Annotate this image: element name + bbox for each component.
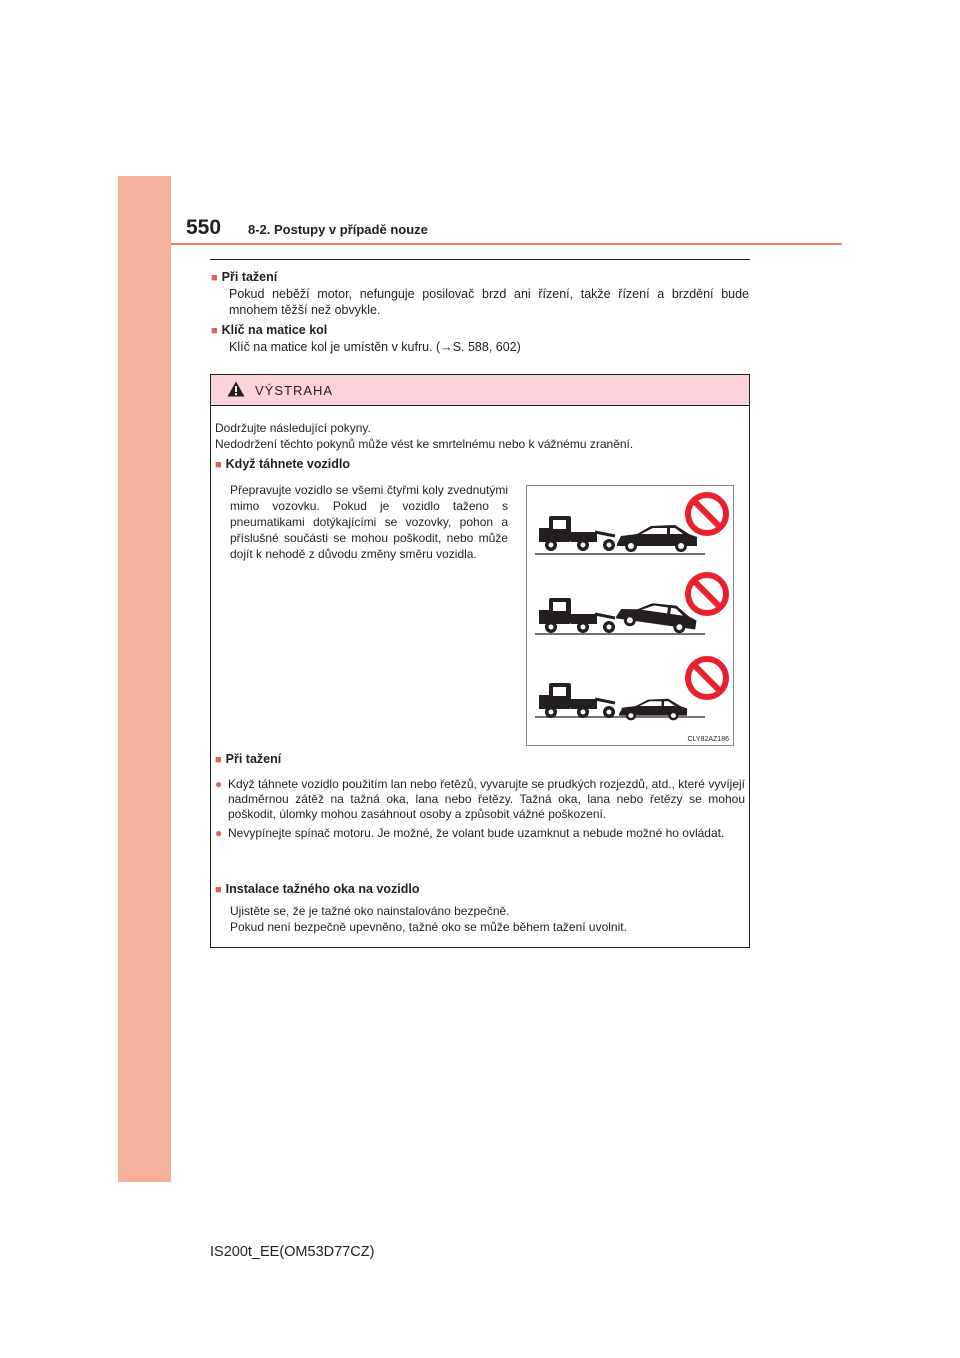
model-code: IS200t_EE(OM53D77CZ) <box>210 1244 375 1260</box>
warning-triangle-icon <box>227 381 245 397</box>
towing-illustration <box>526 485 734 746</box>
prohibition-sign-icon <box>688 575 726 613</box>
section-heading: ■ Klíč na matice kol <box>211 323 328 337</box>
towing-diagram <box>527 486 733 745</box>
towing-heading: ■ Když táhnete vozidlo <box>215 457 350 471</box>
header-rule <box>171 243 842 245</box>
during-towing-list <box>215 773 745 841</box>
list-item: ● Když táhnete vozidlo použitím lan nebo řetězů, vyvarujte se prudkých rozjezdů, atd., které vyvíjejí nadměrnou zátěž na tažná oka, lana nebo řetězy. Tažná oka, lana nebo řetězy se mohou poškodit, úlomky mohou zasáhnout osoby a způsobit vážné poškození. <box>215 777 745 821</box>
section-body: Pokud neběží motor, nefunguje posilovač brzd ani řízení, takže řízení a brzdění bude mnohem těžší než obvykle. <box>229 287 749 317</box>
during-towing-heading: ■ Při tažení <box>215 752 282 766</box>
warning-box <box>210 374 750 948</box>
content-rule <box>210 259 750 260</box>
section-heading: ■ Při tažení <box>211 270 278 284</box>
info-sections <box>211 269 749 355</box>
figure-code: CLY82AZ186 <box>687 736 729 743</box>
round-bullet-icon: ● <box>215 826 223 840</box>
list-item: ● Nevypínejte spínač motoru. Je možné, že volant bude uzamknut a nebude možné ho ovládat. <box>215 826 725 840</box>
prohibition-sign-icon <box>688 495 726 533</box>
square-bullet-icon: ■ <box>215 459 222 471</box>
warning-intro: Dodržujte následující pokyny. Nedodržení těchto pokynů může vést ke smrtelnému nebo k vážnému zranění. <box>215 421 634 451</box>
warning-header <box>211 375 749 406</box>
install-text: Ujistěte se, že je tažné oko nainstalováno bezpečně. Pokud není bezpečně upevněno, tažné oko se může během tažení uvolnit. <box>230 904 627 934</box>
chapter-sidebar-tab <box>118 176 171 1182</box>
warning-title: VÝSTRAHA <box>255 383 334 398</box>
round-bullet-icon: ● <box>215 777 223 791</box>
section-body: Klíč na matice kol je umístěn v kufru. (→S. 588, 602) <box>229 340 521 354</box>
install-heading: ■ Instalace tažného oka na vozidlo <box>215 882 420 896</box>
square-bullet-icon: ■ <box>215 754 222 766</box>
prohibition-sign-icon <box>688 659 726 697</box>
square-bullet-icon: ■ <box>211 272 218 284</box>
square-bullet-icon: ■ <box>211 325 218 337</box>
section-title: 8-2. Postupy v případě nouze <box>248 222 428 237</box>
towing-text: Přepravujte vozidlo se všemi čtyřmi koly zvednutými mimo vozovku. Pokud je vozidlo taženo s pneumatikami dotýkajícími se vozovky, pohon a příslušné součásti se mohou poškodit, nebo může dojít k nehodě z důvodu změny směru vozidla. <box>230 483 508 561</box>
square-bullet-icon: ■ <box>215 884 222 896</box>
page-number: 550 <box>186 216 222 239</box>
